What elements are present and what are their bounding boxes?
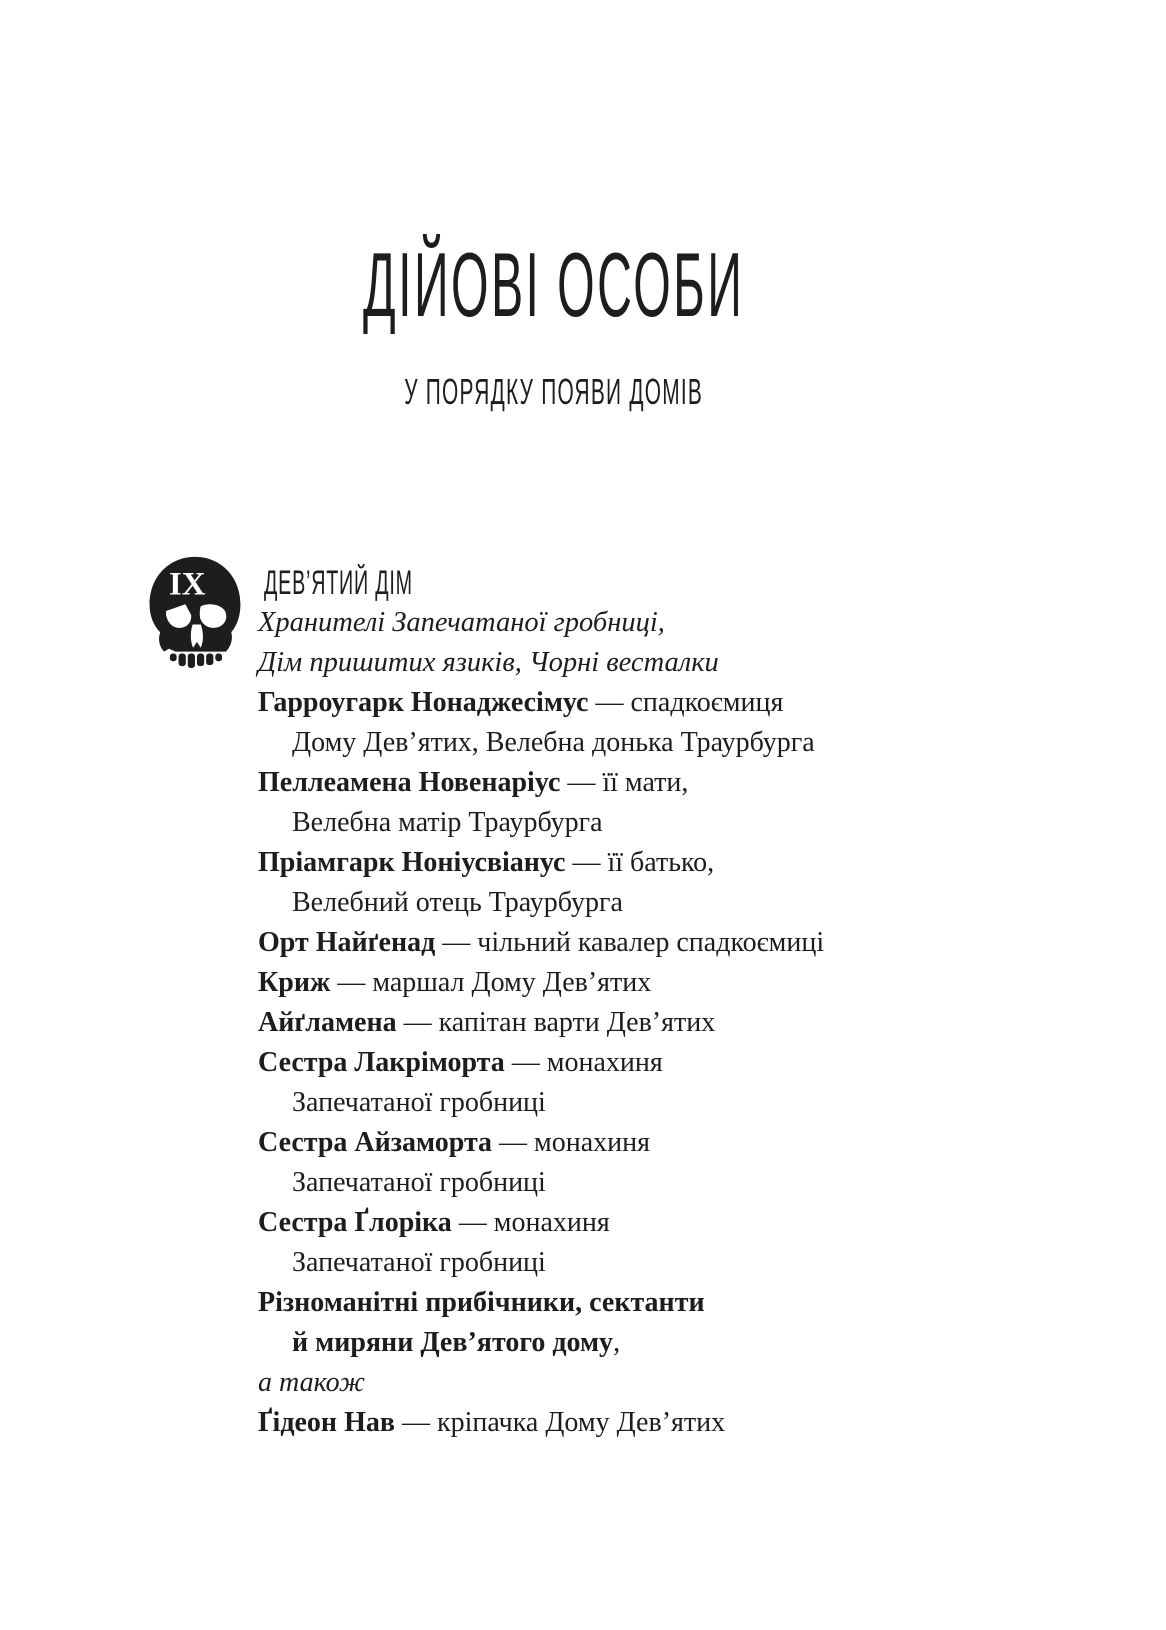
skull-icon bbox=[137, 552, 253, 670]
entry-continuation bbox=[258, 1243, 938, 1283]
entry-continuation bbox=[258, 803, 938, 843]
entry-continuation bbox=[258, 723, 938, 763]
character-name: Пеллеамена Новенаріус bbox=[258, 767, 561, 798]
epigraph-line: Дім пришитих язиків, Чорні весталки bbox=[258, 647, 719, 678]
page-subtitle: У ПОРЯДКУ ПОЯВИ ДОМІВ bbox=[404, 371, 704, 412]
connector-text bbox=[258, 1363, 938, 1403]
character-name: Айґламена bbox=[258, 1007, 397, 1038]
continuation-text: Велебна матір Траурбурга bbox=[292, 807, 603, 838]
group-entry bbox=[258, 1283, 938, 1323]
character-entry bbox=[258, 683, 938, 723]
character-entry bbox=[258, 1003, 938, 1043]
character-name: Криж bbox=[258, 967, 331, 998]
entry-continuation bbox=[258, 1083, 938, 1123]
character-entry bbox=[258, 923, 938, 963]
character-name: Ґідеон Нав bbox=[258, 1407, 395, 1438]
entry-continuation bbox=[258, 883, 938, 923]
character-entry bbox=[258, 963, 938, 1003]
continuation-text: Велебний отець Траурбурга bbox=[292, 887, 623, 918]
character-desc: — монахиня bbox=[492, 1127, 651, 1158]
character-name: Пріамгарк Ноніусвіанус bbox=[258, 847, 566, 878]
character-entry bbox=[258, 843, 938, 883]
character-desc: — монахиня bbox=[451, 1207, 610, 1238]
character-entry bbox=[258, 1123, 938, 1163]
character-entry bbox=[258, 1403, 938, 1443]
connector-label: а також bbox=[258, 1367, 365, 1398]
character-desc: — маршал Дому Дев’ятих bbox=[330, 967, 652, 998]
character-desc: — капітан варти Дев’ятих bbox=[396, 1007, 716, 1038]
character-desc: — монахиня bbox=[504, 1047, 663, 1078]
character-name: Сестра Айзаморта bbox=[258, 1127, 493, 1158]
continuation-text: Запечатаної гробниці bbox=[292, 1087, 546, 1118]
character-list bbox=[258, 683, 938, 1443]
teeth bbox=[170, 654, 222, 669]
house-epigraph bbox=[258, 603, 938, 683]
character-entry bbox=[258, 1043, 938, 1083]
ninth-house-skull-icon bbox=[137, 552, 253, 670]
character-name: Сестра Лакріморта bbox=[258, 1047, 505, 1078]
character-entry bbox=[258, 763, 938, 803]
character-desc: — її мати, bbox=[560, 767, 689, 798]
entry-continuation bbox=[258, 1163, 938, 1203]
epigraph-line: Хранителі Запечатаної гробниці, bbox=[258, 607, 665, 638]
house-heading: ДЕВ’ЯТИЙ ДІМ bbox=[264, 564, 413, 602]
group-text: й миряни Дев’ятого дому bbox=[292, 1327, 614, 1358]
continuation-text: Дому Дев’ятих, Велебна донька Траурбурга bbox=[292, 727, 815, 758]
character-desc: — чільний кавалер спадкоємиці bbox=[435, 927, 825, 958]
character-desc: — її батько, bbox=[565, 847, 715, 878]
character-name: Сестра Ґлоріка bbox=[258, 1207, 452, 1238]
ninth-house-section bbox=[258, 563, 938, 1443]
group-entry-continuation bbox=[258, 1323, 938, 1363]
character-name: Гарроугарк Нонаджесімус bbox=[258, 687, 589, 718]
character-entry bbox=[258, 1203, 938, 1243]
group-tail: , bbox=[613, 1327, 621, 1358]
subtitle-row bbox=[0, 370, 1108, 414]
page-title: ДІЙОВІ ОСОБИ bbox=[363, 235, 745, 336]
character-desc: — спадкоємиця bbox=[588, 687, 784, 718]
group-text: Різноманітні прибічники, сектанти bbox=[258, 1287, 705, 1318]
character-desc: — кріпачка Дому Дев’ятих bbox=[394, 1407, 726, 1438]
house-numeral: IX bbox=[169, 566, 206, 603]
continuation-text: Запечатаної гробниці bbox=[292, 1247, 546, 1278]
character-name: Орт Найґенад bbox=[258, 927, 436, 958]
continuation-text: Запечатаної гробниці bbox=[292, 1167, 546, 1198]
title-row bbox=[0, 235, 1108, 336]
